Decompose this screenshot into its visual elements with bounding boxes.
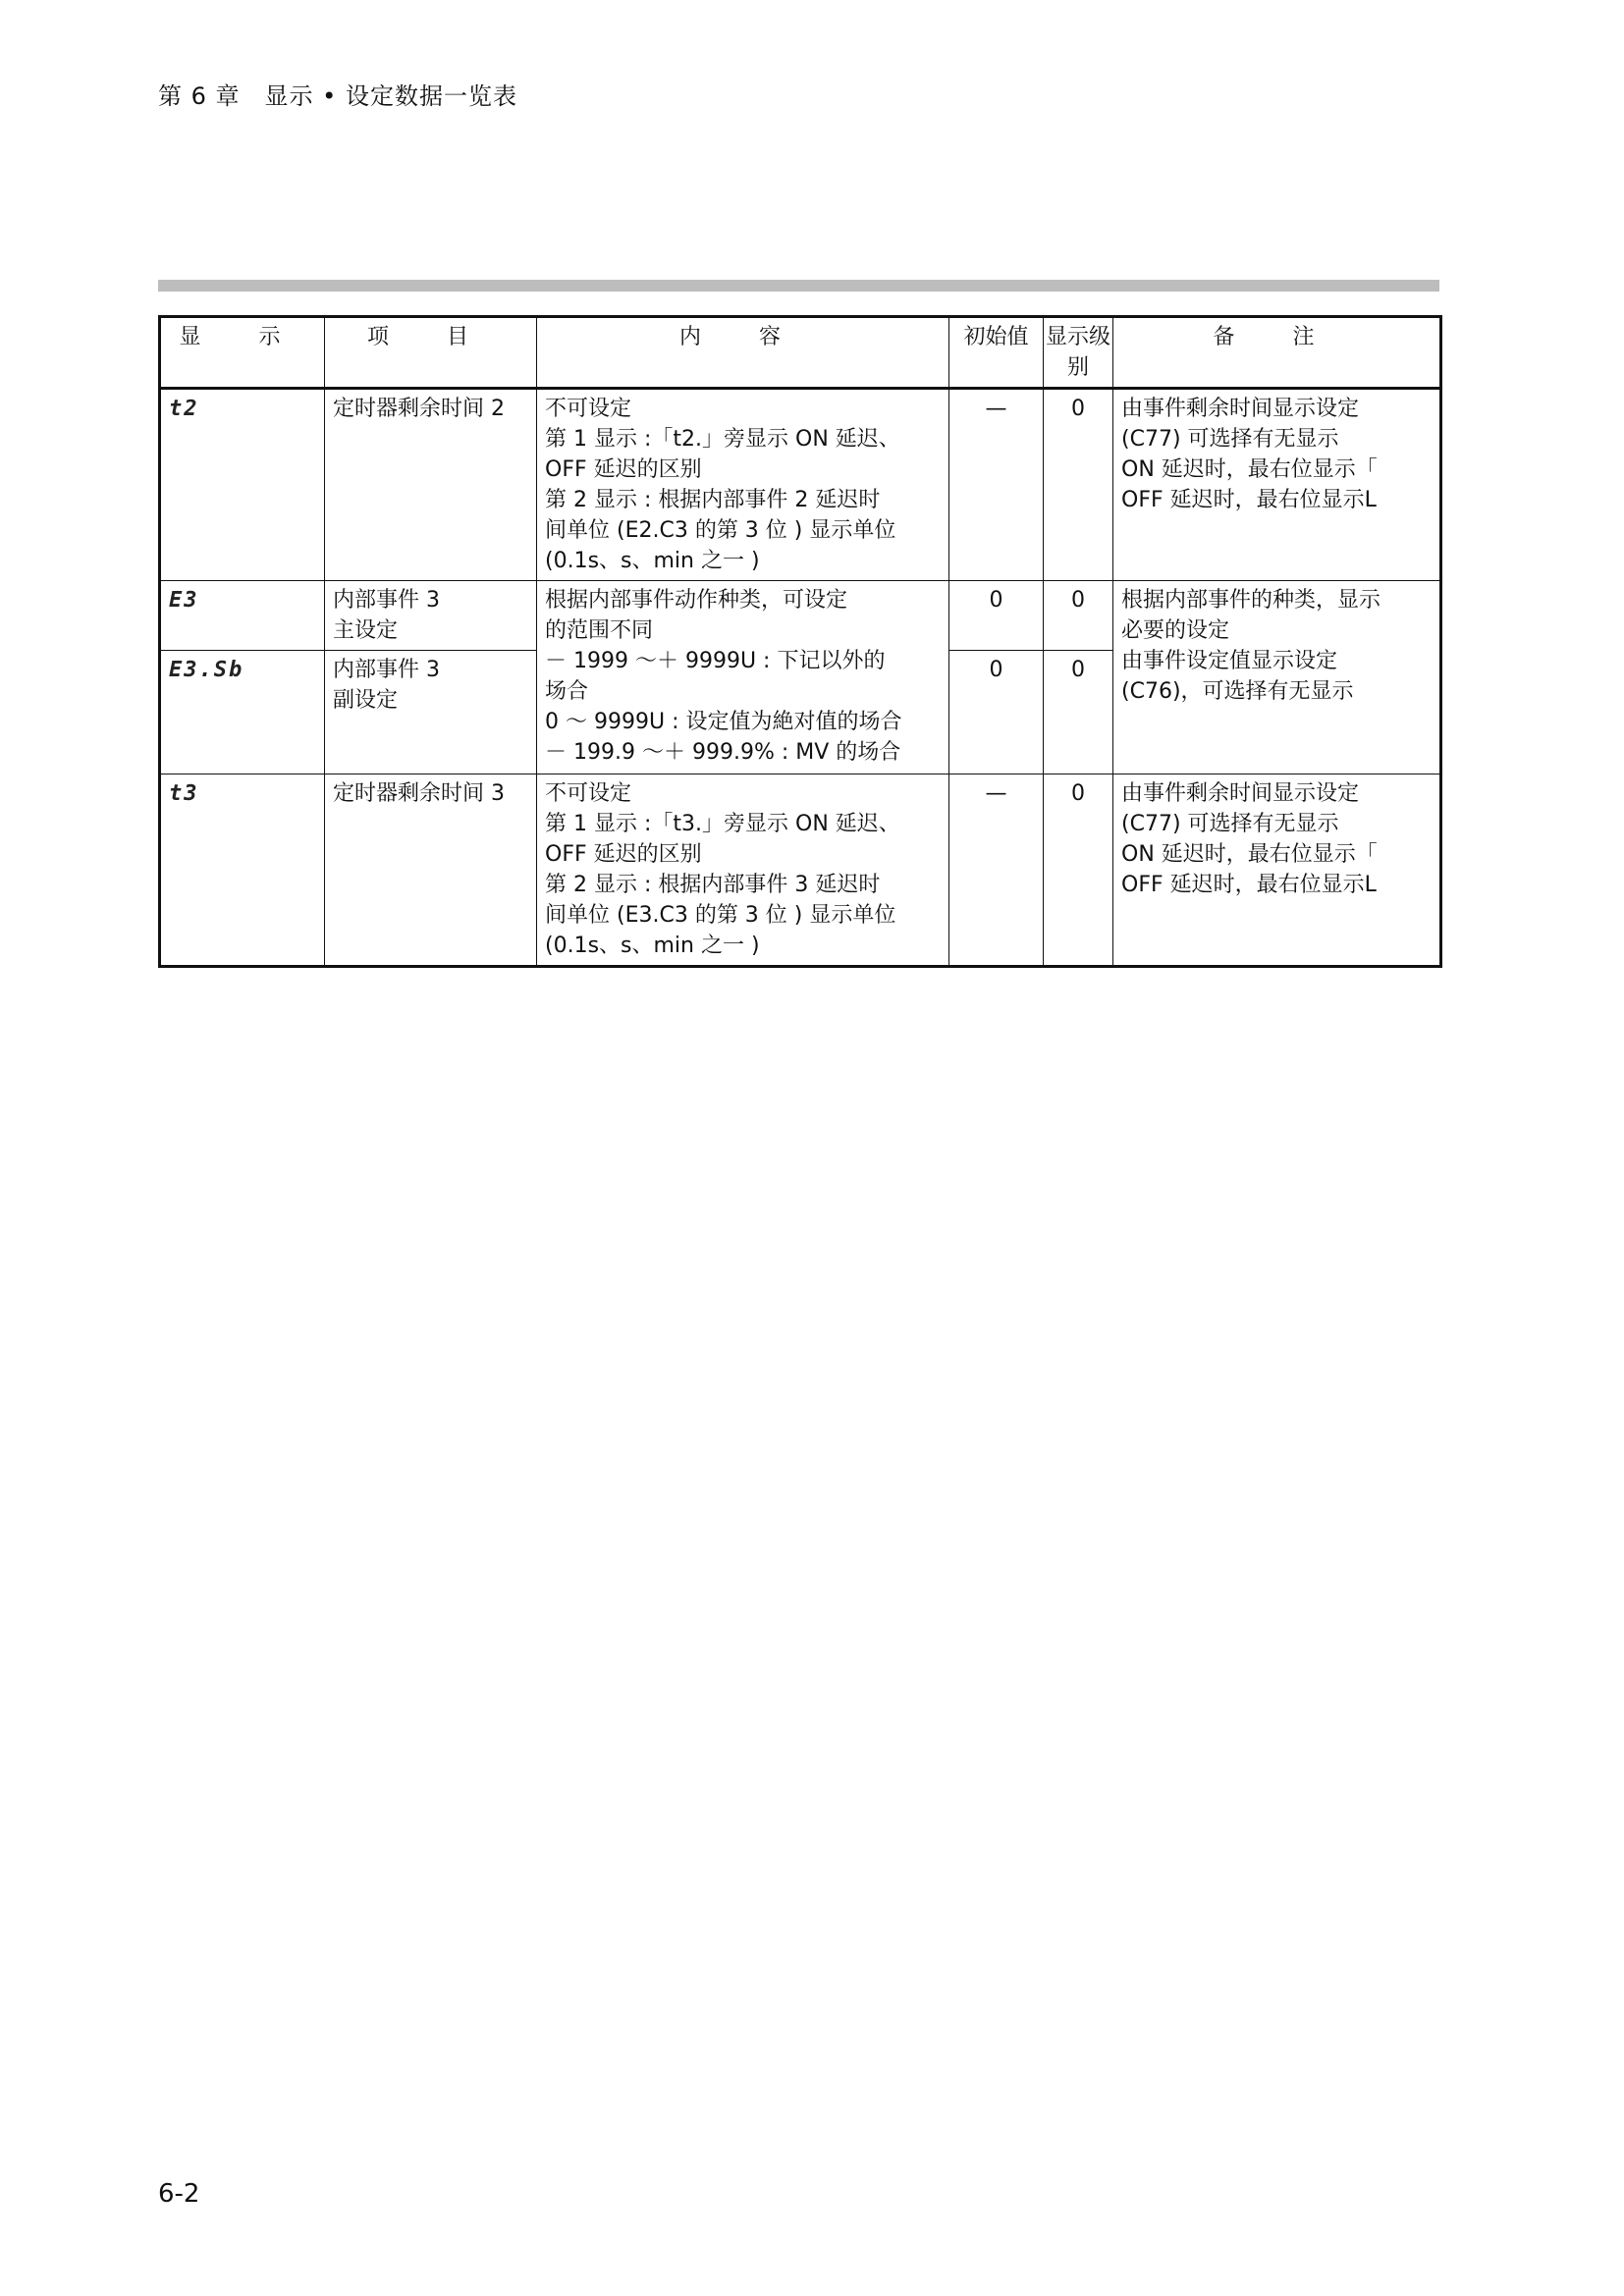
table-header-row [160, 317, 1441, 389]
remark: 由事件剩余时间显示设定 (C77) 可选择有无显示 ON 延迟时，最右位显示「 OFF 延迟时，最右位显示L [1113, 774, 1441, 967]
item-content: 不可设定 第 1 显示 :「t3.」旁显示 ON 延迟、 OFF 延迟的区别 第 2 显示 : 根据内部事件 3 延迟时 间单位 (E3.C3 的第 3 位 ) 显示单位 (0.1s、s、min 之一 ) [537, 774, 949, 967]
item-name: 定时器剩余时间 3 [325, 774, 537, 967]
table-row [160, 581, 1441, 651]
initial-value: — [949, 774, 1044, 967]
display-level: 0 [1044, 581, 1113, 651]
item-content: 根据内部事件动作种类，可设定 的范围不同 － 1999 ～＋ 9999U : 下记以外的 场合 0 ～ 9999U : 设定值为絶对值的场合 － 199.9 ～＋ 999.9% : MV 的场合 [537, 581, 949, 774]
col-header-level: 显示级别 [1044, 317, 1113, 389]
settings-table [158, 315, 1442, 968]
remark: 由事件剩余时间显示设定 (C77) 可选择有无显示 ON 延迟时，最右位显示「 OFF 延迟时，最右位显示L [1113, 389, 1441, 581]
chapter-header: 第 6 章 显示 • 设定数据一览表 [158, 82, 517, 110]
display-level: 0 [1044, 389, 1113, 581]
initial-value: 0 [949, 651, 1044, 774]
initial-value: 0 [949, 581, 1044, 651]
col-header-content: 内 容 [537, 317, 949, 389]
remark: 根据内部事件的种类，显示 必要的设定 由事件设定值显示设定 (C76)，可选择有无显示 [1113, 581, 1441, 774]
display-level: 0 [1044, 774, 1113, 967]
item-name: 定时器剩余时间 2 [325, 389, 537, 581]
display-level: 0 [1044, 651, 1113, 774]
table-row [160, 774, 1441, 967]
item-name: 内部事件 3 副设定 [325, 651, 537, 774]
display-symbol: E3.Sb [160, 651, 325, 774]
item-name: 内部事件 3 主设定 [325, 581, 537, 651]
section-divider-bar [158, 280, 1439, 292]
display-symbol: E3 [160, 581, 325, 651]
initial-value: — [949, 389, 1044, 581]
col-header-initial: 初始值 [949, 317, 1044, 389]
col-header-item: 项 目 [325, 317, 537, 389]
col-header-display: 显 示 [160, 317, 325, 389]
item-content: 不可设定 第 1 显示 :「t2.」旁显示 ON 延迟、 OFF 延迟的区别 第 2 显示 : 根据内部事件 2 延迟时 间单位 (E2.C3 的第 3 位 ) 显示单位 (0.1s、s、min 之一 ) [537, 389, 949, 581]
page-number: 6-2 [158, 2179, 200, 2209]
display-symbol: t3 [160, 774, 325, 967]
table-row [160, 389, 1441, 581]
display-symbol: t2 [160, 389, 325, 581]
col-header-remark: 备 注 [1113, 317, 1441, 389]
